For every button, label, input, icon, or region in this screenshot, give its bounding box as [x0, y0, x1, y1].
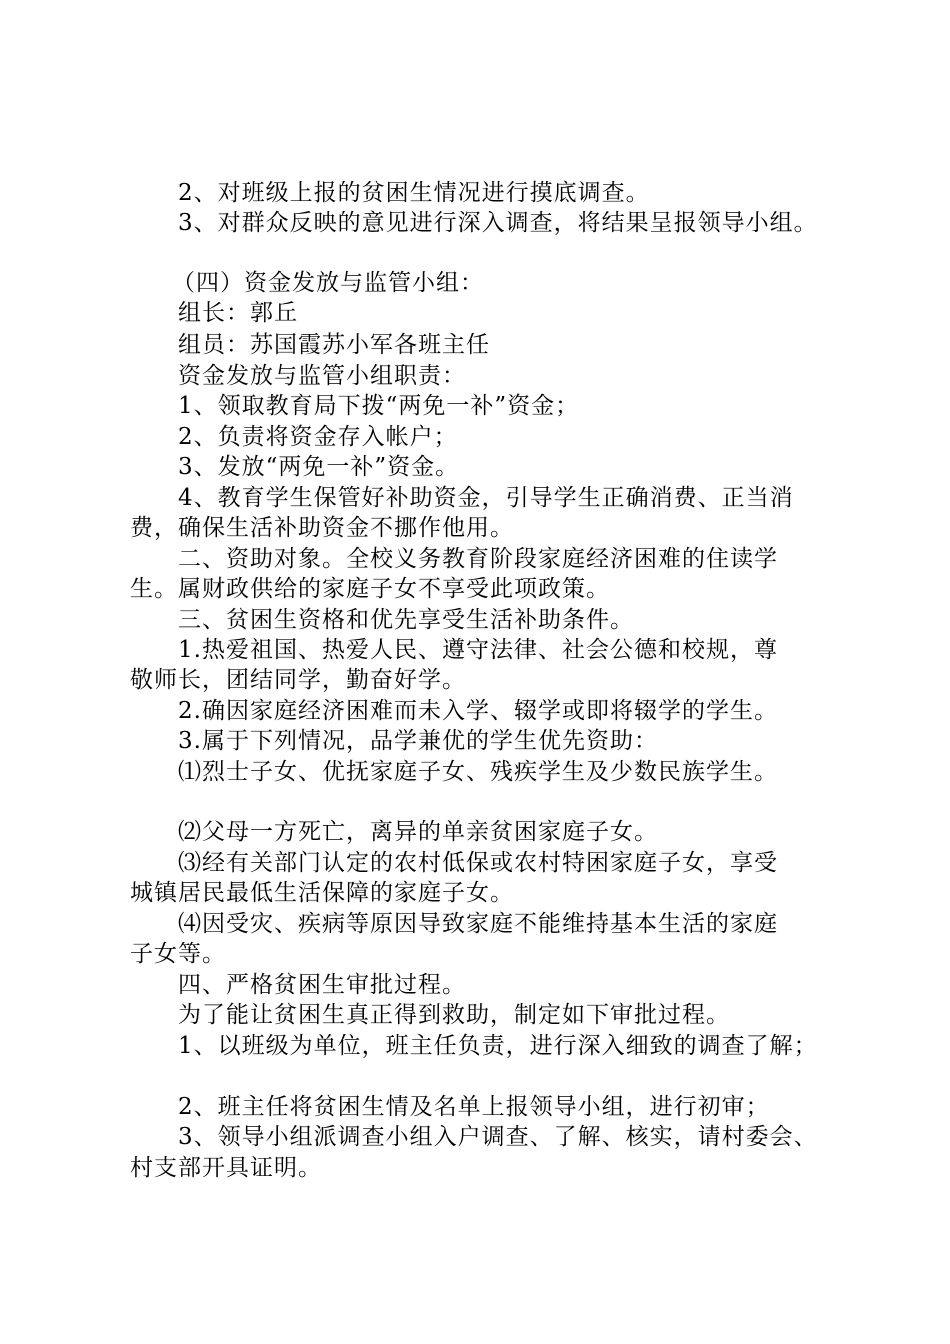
- text-line: 村支部开具证明。: [130, 1155, 322, 1181]
- text-line: 3、发放“两免一补”资金。: [178, 454, 460, 480]
- text-line: 3.属于下列情况，品学兼优的学生优先资助：: [178, 728, 658, 754]
- text-line: ⑶经有关部门认定的农村低保或农村特困家庭子女，享受: [178, 850, 778, 876]
- text-line: 为了能让贫困生真正得到救助，制定如下审批过程。: [178, 1002, 730, 1028]
- text-line: 3、领导小组派调查小组入户调查、了解、核实，请村委会、: [178, 1124, 818, 1150]
- text-line: 组员：苏国霞苏小军各班主任: [178, 332, 490, 358]
- section-heading: 三、贫困生资格和优先享受生活补助条件。: [178, 607, 634, 633]
- section-heading: （四）资金发放与监管小组：: [172, 270, 484, 296]
- text-line: 子女等。: [130, 941, 226, 967]
- text-line: 费，确保生活补助资金不挪作他用。: [130, 515, 514, 541]
- text-line: 4、教育学生保管好补助资金，引导学生正确消费、正当消: [178, 485, 794, 511]
- text-line: 生。属财政供给的家庭子女不享受此项政策。: [130, 576, 610, 602]
- text-line: 敬师长，团结同学，勤奋好学。: [130, 667, 466, 693]
- text-line: ⑴烈士子女、优抚家庭子女、残疾学生及少数民族学生。: [178, 759, 778, 785]
- text-line: 组长：郭丘: [178, 300, 298, 326]
- text-line: ⑵父母一方死亡，离异的单亲贫困家庭子女。: [178, 819, 658, 845]
- section-heading: 四、严格贫困生审批过程。: [178, 972, 466, 998]
- text-line: 2、班主任将贫困生情及名单上报领导小组，进行初审；: [178, 1094, 770, 1120]
- text-line: ⑷因受灾、疾病等原因导致家庭不能维持基本生活的家庭: [178, 911, 778, 937]
- text-line: 3、对群众反映的意见进行深入调查，将结果呈报领导小组。: [178, 210, 818, 236]
- text-line: 城镇居民最低生活保障的家庭子女。: [130, 880, 514, 906]
- section-heading: 二、资助对象。全校义务教育阶段家庭经济困难的住读学: [178, 546, 778, 572]
- text-line: 1、领取教育局下拨“两免一补”资金；: [178, 393, 580, 419]
- text-line: 2.确因家庭经济困难而未入学、辍学或即将辍学的学生。: [178, 698, 778, 724]
- text-line: 1.热爱祖国、热爱人民、遵守法律、社会公德和校规，尊: [178, 637, 778, 663]
- text-line: 资金发放与监管小组职责：: [178, 363, 466, 389]
- text-line: 2、对班级上报的贫困生情况进行摸底调查。: [178, 180, 650, 206]
- text-line: 2、负责将资金存入帐户；: [178, 424, 458, 450]
- text-line: 1、以班级为单位，班主任负责，进行深入细致的调查了解；: [178, 1033, 818, 1059]
